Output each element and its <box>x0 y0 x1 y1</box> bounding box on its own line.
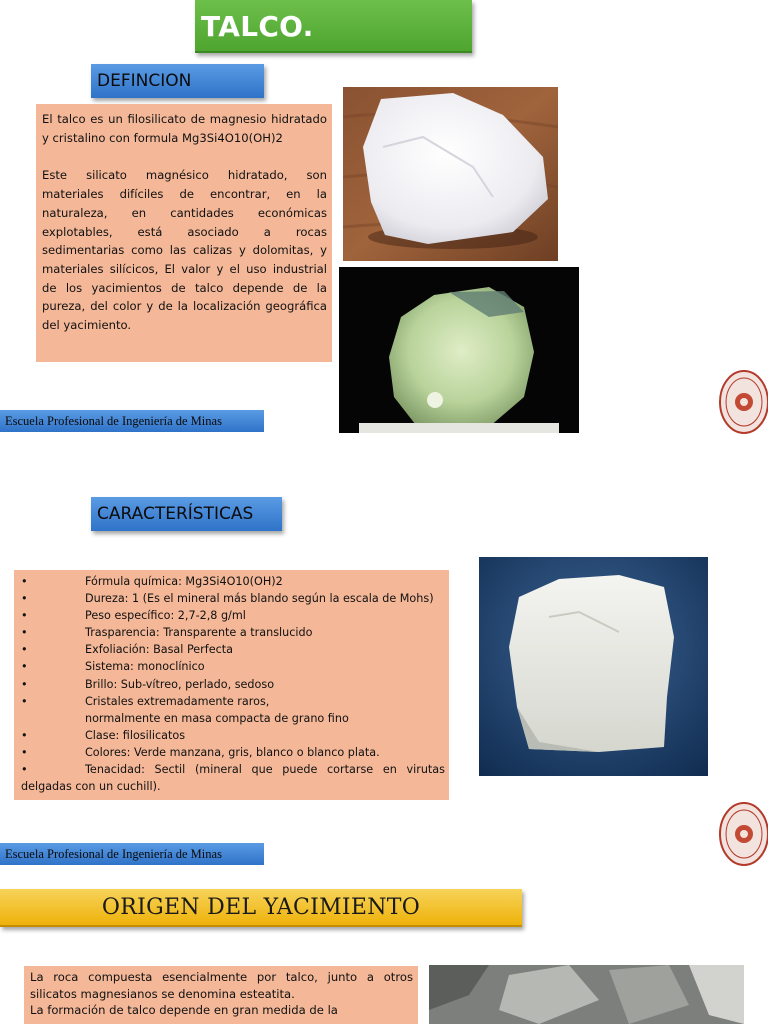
list-item: • Clase: filosilicatos <box>21 728 186 742</box>
school-footer: Escuela Profesional de Ingeniería de Minas <box>0 843 264 865</box>
origen-paragraph-1: La roca compuesta esencialmente por talco, junto a otros silicatos magnesianos se denomina esteatita. <box>30 970 413 1001</box>
origen-heading: ORIGEN DEL YACIMIENTO <box>0 889 522 927</box>
list-item: • Fórmula química: Mg3Si4O10(OH)2 <box>21 575 283 588</box>
talc-photo-crystal <box>479 557 708 776</box>
school-footer: Escuela Profesional de Ingeniería de Minas <box>0 410 264 432</box>
quarry-photo <box>429 965 744 1024</box>
origen-text-box <box>24 966 418 1024</box>
list-item: • Colores: Verde manzana, gris, blanco o blanco plata. <box>21 745 380 759</box>
list-item: • Tenacidad: Sectil (mineral que puede cortarse en virutas delgadas con un cuchill). <box>21 763 445 794</box>
talc-photo-white <box>343 87 558 261</box>
definicion-paragraph-2: Este silicato magnésico hidratado, son materiales difíciles de encontrar, en la naturaleza, en cantidades económicas explotables, está asociado a rocas sedimentarias como las calizas y dolomitas, y materiales silícicos, El valor y el uso industrial de los yacimientos de talco depende de la pureza, del color y de la localización geográfica del yacimiento. <box>42 168 327 333</box>
university-seal-icon <box>719 802 768 866</box>
definicion-text-box <box>36 104 332 362</box>
caracteristicas-list <box>14 570 449 800</box>
caracteristicas-heading: CARACTERÍSTICAS <box>91 497 282 531</box>
list-item: • Trasparencia: Transparente a translucido <box>21 626 313 640</box>
origen-paragraph-2: La formación de talco depende en gran medida de la <box>30 1003 338 1017</box>
list-item: • Sistema: monoclínico <box>21 660 205 674</box>
definicion-paragraph-1: El talco es un filosilicato de magnesio hidratado y cristalino con formula Mg3Si4O10(OH)2 <box>42 112 327 145</box>
list-item: • Brillo: Sub-vítreo, perlado, sedoso <box>21 677 275 691</box>
list-item: • Peso específico: 2,7-2,8 g/ml <box>21 609 246 623</box>
talc-photo-green <box>339 267 579 433</box>
list-item-continuation: normalmente en masa compacta de grano fino <box>85 711 349 725</box>
university-seal-icon <box>719 370 768 434</box>
list-item: • Dureza: 1 (Es el mineral más blando según la escala de Mohs) <box>21 592 434 606</box>
definicion-heading: DEFINCION <box>91 64 264 98</box>
list-item: • Exfoliación: Basal Perfecta <box>21 643 233 657</box>
page-title: TALCO. <box>195 0 472 53</box>
list-item: • Cristales extremadamente raros, <box>21 694 270 708</box>
